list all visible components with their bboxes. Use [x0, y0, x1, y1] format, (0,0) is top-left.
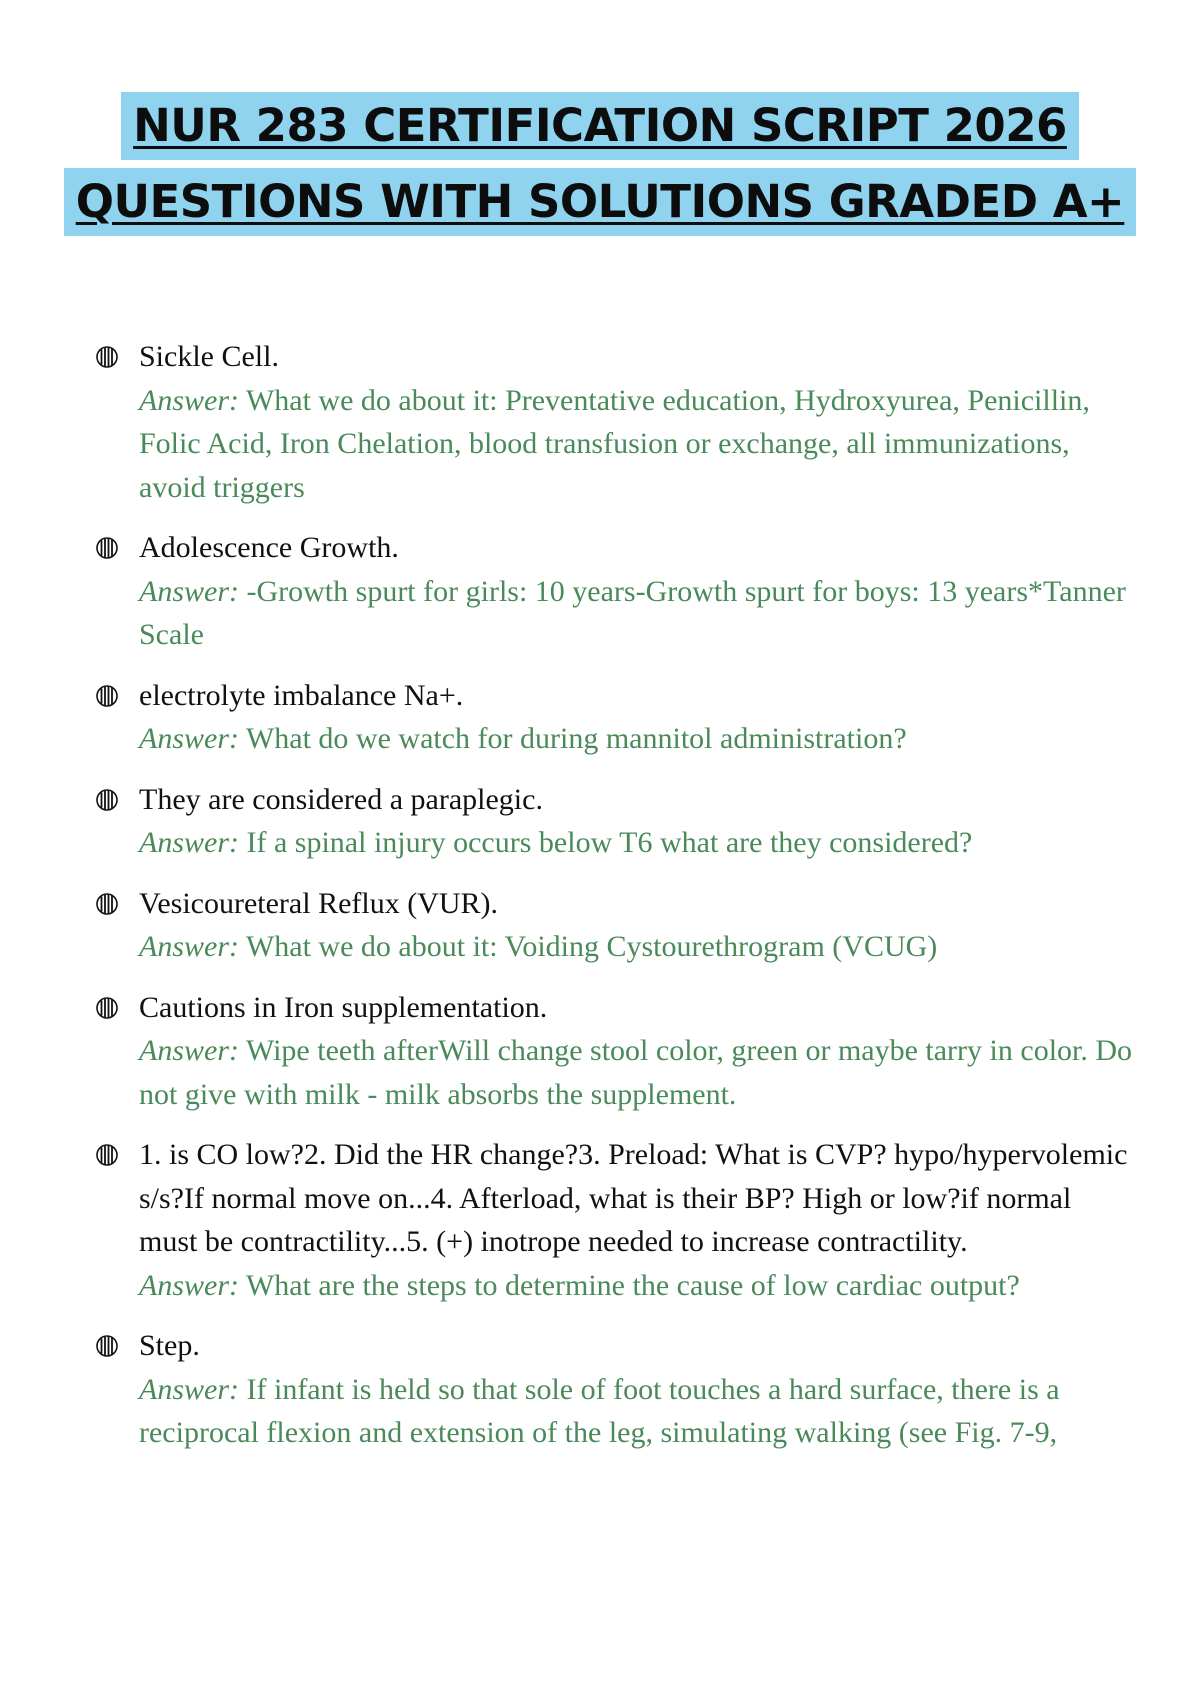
striped-circle-bullet-icon	[96, 893, 118, 915]
qa-item	[96, 674, 1136, 761]
answer-body: If a spinal injury occurs below T6 what are they considered?	[246, 826, 973, 859]
answer-body: What we do about it: Preventative education, Hydroxyurea, Penicillin, Folic Acid, Iron Chelation, blood transfusion or exchange, all immunizations, avoid triggers	[139, 383, 1090, 504]
answer-body: -Growth spurt for girls: 10 years-Growth spurt for boys: 13 years*Tanner Scale	[139, 574, 1126, 651]
answer-body: If infant is held so that sole of foot touches a hard surface, there is a reciprocal flexion and extension of the leg, simulating walking (see Fig. 7-9,	[139, 1372, 1060, 1449]
answer-label: Answer:	[139, 930, 239, 963]
qa-item	[96, 526, 1136, 657]
answer-body: What are the steps to determine the cause of low cardiac output?	[245, 1268, 1020, 1302]
answer-label: Answer:	[139, 826, 239, 859]
answer-text	[139, 925, 1136, 969]
question-text: Sickle Cell.	[139, 340, 279, 373]
qa-item	[96, 1324, 1136, 1455]
qa-item	[96, 335, 1136, 509]
answer-text	[139, 570, 1136, 657]
title-line-2: QUESTIONS WITH SOLUTIONS GRADED A+	[64, 168, 1137, 236]
qa-item	[96, 986, 1136, 1117]
answer-body: Wipe teeth afterWill change stool color, green or maybe tarry in color. Do not give with milk - milk absorbs the supplement.	[139, 1034, 1133, 1111]
answer-label: Answer:	[139, 574, 239, 608]
question-text: Vesicoureteral Reflux (VUR).	[139, 886, 499, 920]
answer-label: Answer:	[139, 1372, 239, 1406]
answer-text	[139, 1368, 1136, 1455]
qa-item	[96, 778, 1136, 865]
answer-body: What we do about it: Voiding Cystourethrogram (VCUG)	[245, 930, 938, 963]
striped-circle-bullet-icon	[96, 997, 118, 1019]
answer-text	[139, 821, 1136, 865]
answer-label: Answer:	[139, 1034, 239, 1067]
answer-body: What do we watch for during mannitol administration?	[245, 722, 907, 755]
document-title	[0, 92, 1200, 236]
qa-item	[96, 1133, 1136, 1307]
striped-circle-bullet-icon	[96, 685, 118, 707]
answer-text	[139, 1029, 1136, 1116]
striped-circle-bullet-icon	[96, 789, 118, 811]
title-line-1: NUR 283 CERTIFICATION SCRIPT 2026	[121, 92, 1079, 160]
answer-text	[139, 379, 1136, 510]
question-text: 1. is CO low?2. Did the HR change?3. Preload: What is CVP? hypo/hypervolemic s/s?If normal move on...4. Afterload, what is their BP? High or low?if normal must be contractility...5. (+) inotrope needed to increase contractility.	[139, 1138, 1128, 1258]
striped-circle-bullet-icon	[96, 537, 118, 559]
qa-list	[96, 335, 1136, 1472]
question-text: Adolescence Growth.	[139, 531, 399, 564]
striped-circle-bullet-icon	[96, 346, 118, 368]
striped-circle-bullet-icon	[96, 1144, 118, 1166]
answer-label: Answer:	[139, 1268, 239, 1302]
question-text: They are considered a paraplegic.	[139, 782, 543, 816]
qa-item	[96, 882, 1136, 969]
answer-label: Answer:	[139, 383, 239, 417]
answer-text	[139, 1264, 1136, 1308]
question-text: electrolyte imbalance Na+.	[139, 678, 464, 712]
striped-circle-bullet-icon	[96, 1335, 118, 1357]
answer-label: Answer:	[139, 722, 239, 755]
answer-text	[139, 717, 1136, 761]
question-text: Step.	[139, 1329, 200, 1362]
question-text: Cautions in Iron supplementation.	[139, 990, 548, 1024]
